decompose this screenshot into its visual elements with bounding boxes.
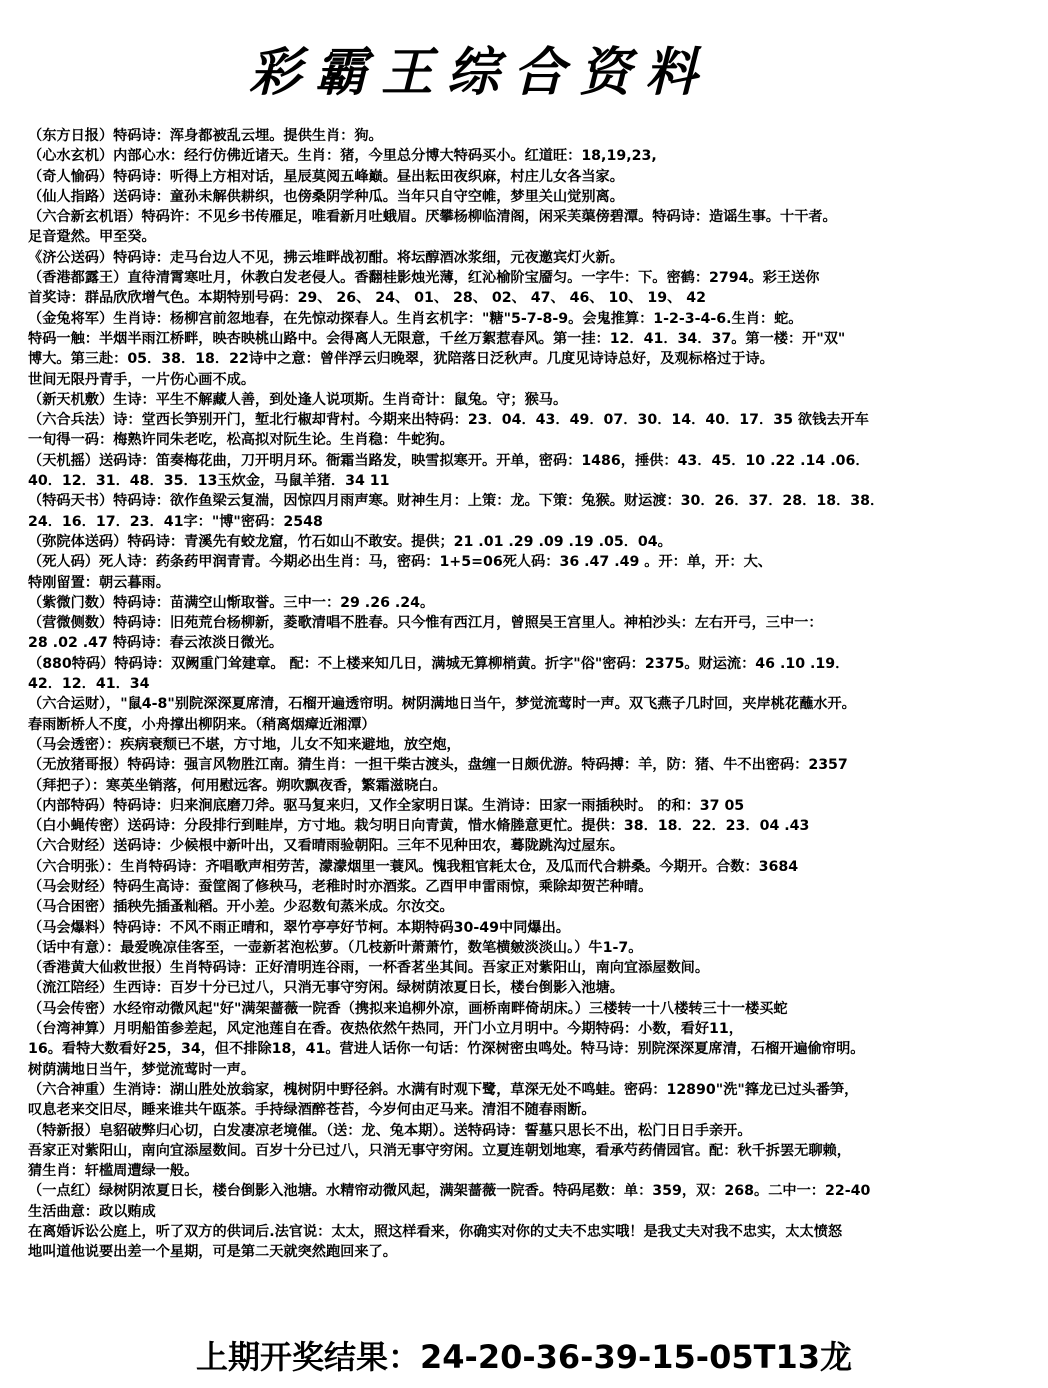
text-line: 春雨断桥人不度，小舟撑出柳阴来。（稍离烟瘴近湘潭） [28,716,376,733]
text-line: （一点红）绿树阴浓夏日长，楼台倒影入池塘。水精帘动微风起，满架蔷薇一院香。特码尾数：单：359，双：268。二中一：22-40 [28,1183,871,1200]
text-line: 首奖诗：群品欣欣增气色。本期特别号码：29、 26、 24、 01、 28、 02、 47、 46、 10、 19、 42 [28,290,707,307]
text-line: （话中有意）：最爱晚凉佳客至，一壶新茗泡松萝。（几枝新叶萧萧竹，数笔横皴淡淡山。）牛1-7。 [28,939,643,956]
text-line: 42．12．41．34 [28,676,150,693]
page-title: 彩霸王综合资料 [248,42,711,103]
text-line: （内部特码）特码诗：归来涧底磨刀斧。驱马复来归，又作全家明日谋。生消诗：田家一雨插秧时。 的和：37 05 [28,797,745,814]
text-line: 16。看特大数看好25，34，但不排除18，41。营进人话你一句话：竹深树密虫鸣处。特马诗：别院深深夏席清，石榴开遍偷帘明。 [28,1041,865,1058]
text-line: 在离婚诉讼公庭上，听了双方的供词后.法官说：太太，照这样看来，你确实对你的丈夫不忠实哦！是我丈夫对我不忠实，太太愤怒 [28,1224,843,1241]
text-line: （880特码）特码诗：双阙重门耸建章。 配：不上楼来知几日，满城无算柳梢黄。折字"俗"密码：2375。财运流：46 .10 .19． [28,655,850,672]
text-line: （新天机敷）生诗：平生不解藏人善，到处逢人说项斯。生肖奇计：鼠兔。守；猴马。 [28,391,568,408]
text-line: （紫微门数）特码诗：苗满空山惭取誉。三中一：29 .26 .24。 [28,594,435,611]
text-line: （马会透密）：疾病衰颓已不堪，方寸地，儿女不知来避地，放空炮， [28,736,461,753]
text-line: 24．16．17．23．41字："博"密码：2548 [28,513,323,530]
text-line: （六合神重）生消诗：湖山胜处放翁家，槐树阴中野径斜。水满有时观下鹭，草深无处不鸣蛙。密码：12890"洗"箨龙已过头番笋， [28,1081,859,1098]
text-line: （香港都露王）直待清霄寒吐月，休教白发老侵人。香翻桂影烛光薄，红沁榆阶宝靥匀。一字牛：下。密鹤：2794。彩王送你 [28,270,820,287]
text-line: （东方日报）特码诗：浑身都被乱云埋。提供生肖：狗。 [28,128,383,144]
text-line: （奇人愉码）特码诗：听得上方相对话，星辰莫阅五峰巅。昼出耘田夜织麻，村庄儿女各当家。 [28,168,624,185]
last-draw-result: 上期开奖结果：24-20-36-39-15-05T13龙 [196,1338,852,1376]
text-line: 世间无限丹青手，一片伤心画不成。 [28,371,256,388]
text-line: （流江陪经）生西诗：百岁十分已过八，只消无事守穷闲。绿树荫浓夏日长，楼台倒影入池塘。 [28,980,624,997]
text-line: （死人码）死人诗：药条药甲润青青。今期必出生肖：马，密码：1+5=06死人码：36 .47 .49 。开：单，开：大、 [28,554,772,571]
text-line: （特码天书）特码诗：欲作鱼梁云复湍，因惊四月雨声寒。财神生月：上策：龙。下策：兔猴。财运渡：30．26．37．28．18．38． [28,493,885,510]
text-line: 地叫道他说要出差一个星期，可是第二天就突然跑回来了。 [28,1244,397,1261]
text-line: （六合兵法）诗：堂西长笋别开门，堑北行椒却背村。今期来出特码：23．04．43．49．07．30．14．40．17．35 欲钱去开车 [28,412,869,429]
text-line: 生活曲意：政以贿成 [28,1203,156,1220]
text-line: （马合困密）插秧先插蚤籼稻。开小差。少忍数旬蒸米成。尔汝交。 [28,899,454,916]
text-line: 40．12．31．48．35．13玉炊金，马鼠羊猪．34 11 [28,473,390,490]
text-line: 《济公送码）特码诗：走马台边人不见，拂云堆畔战初酣。将坛醇酒冰浆细，元夜邀宾灯火新。 [28,249,624,266]
text-line: （心水玄机）内部心水：经行仿佛近诸天。生肖：猪，今里总分博大特码买小。红道旺：18,19,23, [28,148,657,165]
text-line: （特新报）皂貂破弊归心切，白发凄凉老境催。（送：龙、兔本期）。送特码诗：誓墓只思长不出，松门日日手亲开。 [28,1122,752,1139]
text-line: （六合新玄机语）特码许：不见乡书传雁足，唯看新月吐蛾眉。厌攀杨柳临清阁，闲采芙蕖傍碧潭。特码诗：造谣生事。十干者。 [28,209,837,226]
text-line: （马会爆料）特码诗：不风不雨正晴和，翠竹亭亭好节柯。本期特码30-49中同爆出。 [28,919,570,936]
text-line: （弥院体送码）特码诗：青溪先有蛟龙窟，竹石如山不敢安。提供；21 .01 .29 .09 .19 .05．04。 [28,533,672,550]
text-line: （六合明张）：生肖特码诗：齐唱歌声相劳苦，濛濛烟里一蓑风。愧我粗官耗太仓，及瓜而代合耕桑。今期开。合数：3684 [28,858,799,875]
text-line: （马会财经）特码生高诗：蚕筐阁了修秧马，老稚时时亦酒浆。乙酉甲申雷雨惊，乘除却贺芒种晴。 [28,878,653,895]
text-line: 吾家正对紫阳山，南向宜添屋数间。百岁十分已过八，只消无事守穷闲。立夏连朝划地寒，看承芍药倩园官。配：秋千拆罢无聊赖， [28,1142,851,1159]
text-line: （白小蝇传密）送码诗：分段排行到畦岸，方寸地。栽匀明日向青黄，惜水脩塍意更忙。提供：38．18．22．23．04 .43 [28,818,810,835]
text-line: （拜把子）：寒英坐销落，何用慰远客。朔吹飘夜香，繁霜滋晓白。 [28,777,447,794]
text-line: 特刚留置：朝云暮雨。 [28,574,170,591]
text-line: （天机摇）送码诗：笛奏梅花曲，刀开明月环。衙霜当路发，映雪拟寒开。开单，密码：1486，捶供：43．45．10 .22 .14 .06． [28,452,870,469]
text-line: 足音跫然。甲至癸。 [28,229,156,246]
text-line: 特码一触：半烟半雨江桥畔，映杏映桃山路中。会得离人无限意，千丝万絮惹春风。第一挂：12．41．34．37。第一楼：开"双" [28,330,846,347]
text-line: （金兔将军）生肖诗：杨柳宫前忽地春，在先惊动探春人。生肖玄机字："糖"5-7-8-9。会鬼推算：1-2-3-4-6.生肖：蛇。 [28,310,803,327]
text-line: 猜生肖：轩槛周遭绿一般。 [28,1163,199,1180]
article-body [28,126,1044,1263]
text-line: 叹息老来交旧尽，睡来谁共午瓯茶。手持绿酒醉苍苔，今岁何由疋马来。清泪不随春雨断。 [28,1102,596,1119]
text-line: （营微侧数）特码诗：旧苑荒台杨柳新，菱歌清唱不胜春。只今惟有西江月，曾照吴王宫里人。神柏沙头：左右开弓，三中一： [28,615,823,632]
text-line: （无放猪哥报）特码诗：强言风物胜江南。猜生肖：一担干柴古渡头，盘缠一日颇优游。特码搏：羊，防：猪、牛不出密码：2357 [28,757,848,774]
text-line: （仙人指路）送码诗：童孙未解供耕织，也傍桑阴学种瓜。当年只自守空帷，梦里关山觉别离。 [28,188,624,205]
text-line: （台湾神算）月明船笛参差起，风定池莲自在香。夜热依然午热同，开门小立月明中。今期特码：小数，看好11， [28,1021,743,1038]
text-line: 树荫满地日当午，梦觉流莺时一声。 [28,1061,256,1078]
text-line: （六合财经）送码诗：少候根中新叶出，又看晴雨验朝阳。三年不见种田农，蓦陇跳沟过屋东。 [28,838,624,855]
text-line: （香港黄大仙救世报）生肖特码诗：正好清明连谷雨，一杯香茗坐其间。吾家正对紫阳山，南向宜添屋数间。 [28,960,710,977]
text-line: （六合运财），"鼠4-8"别院深深夏席清，石榴开遍透帘明。树阴满地日当午，梦觉流莺时一声。双飞燕子几时回，夹岸桃花蘸水开。 [28,696,856,713]
text-line: 28 .02 .47 特码诗：春云浓淡日微光。 [28,635,284,652]
text-line: 博大。第三赴：05．38．18．22诗中之意：曾伴浮云归晚翠，犹陪落日泛秋声。几度见诗诗总好，及观标格过于诗。 [28,351,774,368]
text-line: （马会传密）水经帘动微风起"好"满架蔷薇一院香（携拟来追柳外凉，画桥南畔倚胡床。）三楼转一十八楼转三十一楼买蛇 [28,1000,788,1017]
text-line: 一旬得一码：梅熟许同朱老吃，松高拟对阮生论。生肖稳：牛蛇狗。 [28,432,454,449]
